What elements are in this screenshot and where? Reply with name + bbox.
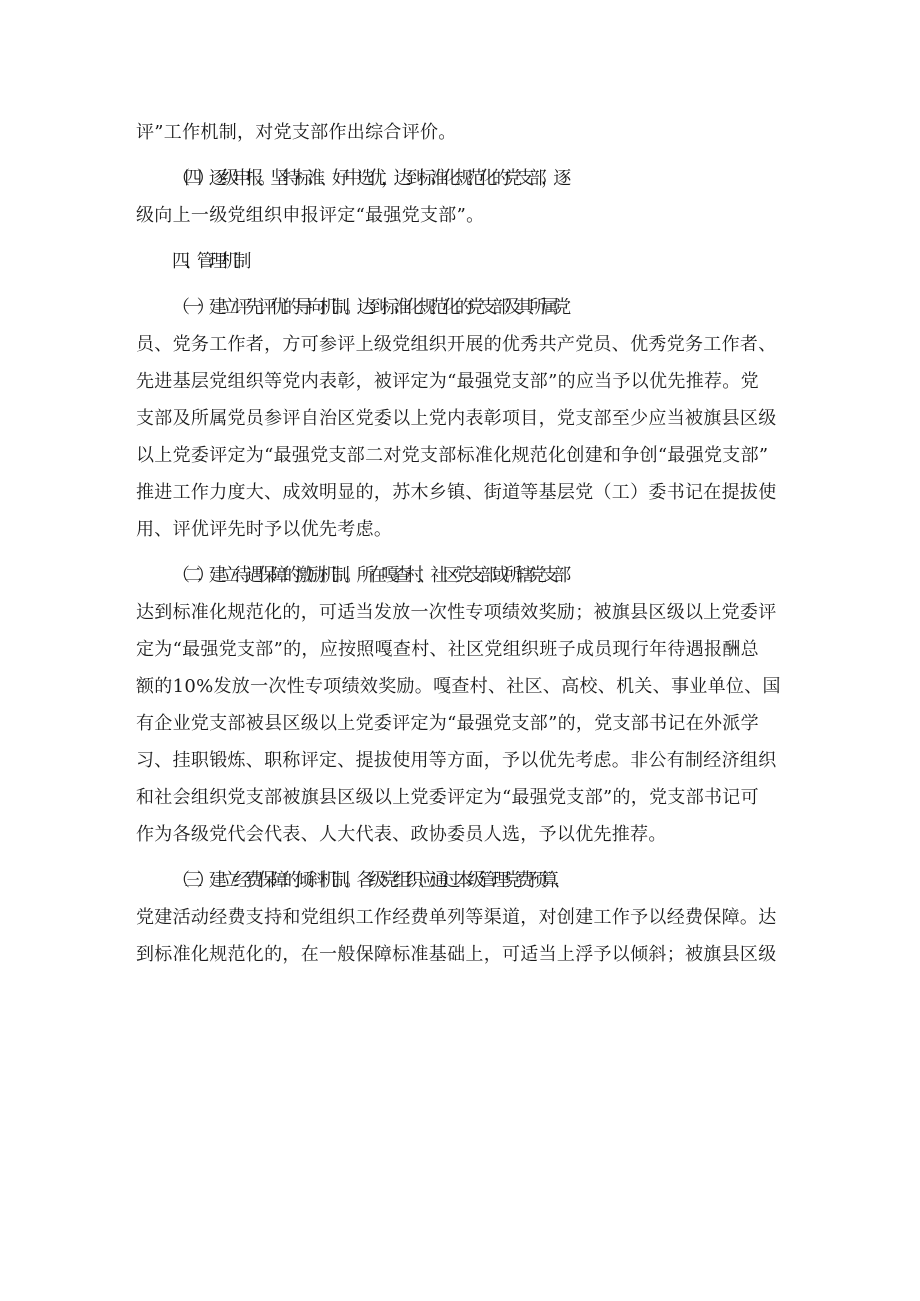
text-line: 用、评优评先时予以优先考虑。: [136, 519, 393, 540]
text-line: 推进工作力度大、成效明显的，苏木乡镇、街道等基层党（工）委书记在提拔使: [136, 482, 777, 503]
section-heading: 四、管理机制: [172, 251, 246, 272]
text-line: （三）建立经费保障的倾斜机制。各级党组织应通过本级管理党费预算、: [172, 870, 566, 891]
paragraph-escalating-declaration: [136, 160, 790, 234]
text-line: 和社会组织党支部被旗县区级以上党委评定为“最强党支部”的，党支部书记可: [136, 787, 759, 808]
text-line: 以上党委评定为“最强党支部二对党支部标准化规范化创建和争创“最强党支部”: [136, 445, 769, 466]
text-line: （二）建立待遇保障的激励机制。所在嘎查村、社区党支部或所辖党支部: [172, 565, 566, 586]
text-line: 支部及所属党员参评自治区党委以上党内表彰项目，党支部至少应当被旗县区级: [136, 408, 777, 429]
text-line: 员、党务工作者，方可参评上级党组织开展的优秀共产党员、优秀党务工作者、: [136, 334, 777, 355]
document-body: [136, 114, 790, 982]
text-line: 作为各级党代会代表、人大代表、政协委员人选，予以优先推荐。: [136, 824, 667, 845]
paragraph-guidance-mechanism: [136, 289, 790, 548]
text-line: 党建活动经费支持和党组织工作经费单列等渠道，对创建工作予以经费保障。达: [136, 907, 777, 928]
text-line: 先进基层党组织等党内表彰，被评定为“最强党支部”的应当予以优先推荐。党: [136, 371, 759, 392]
text-line: （一）建立评先评优的导向机制。达到标准化规范化的党支部及其所属党: [172, 297, 566, 318]
text-line: 额的10%发放一次性专项绩效奖励。嘎查村、社区、高校、机关、事业单位、国: [136, 676, 781, 697]
section-heading-management-mechanism: [136, 243, 790, 280]
paragraph-funding-mechanism: [136, 862, 790, 973]
text-line: 级向上一级党组织申报评定“最强党支部”。: [136, 205, 485, 226]
text-line: 有企业党支部被县区级以上党委评定为“最强党支部”的，党支部书记在外派学: [136, 713, 759, 734]
text-line: 达到标准化规范化的，可适当发放一次性专项绩效奖励；被旗县区级以上党委评: [136, 602, 777, 623]
text-line: （四）逐级申报。坚持标准、好中选优，达到标准化规范化的党支部，逐: [172, 168, 566, 189]
text-line: 到标准化规范化的，在一般保障标准基础上，可适当上浮予以倾斜；被旗县区级: [136, 944, 777, 965]
paragraph-continuation: [136, 114, 790, 151]
text-line: 评”工作机制，对党支部作出综合评价。: [136, 122, 457, 143]
paragraph-incentive-mechanism: [136, 557, 790, 853]
text-line: 定为“最强党支部”的，应按照嘎查村、社区党组织班子成员现行年待遇报酬总: [136, 639, 759, 660]
text-line: 习、挂职锻炼、职称评定、提拔使用等方面，予以优先考虑。非公有制经济组织: [136, 750, 777, 771]
